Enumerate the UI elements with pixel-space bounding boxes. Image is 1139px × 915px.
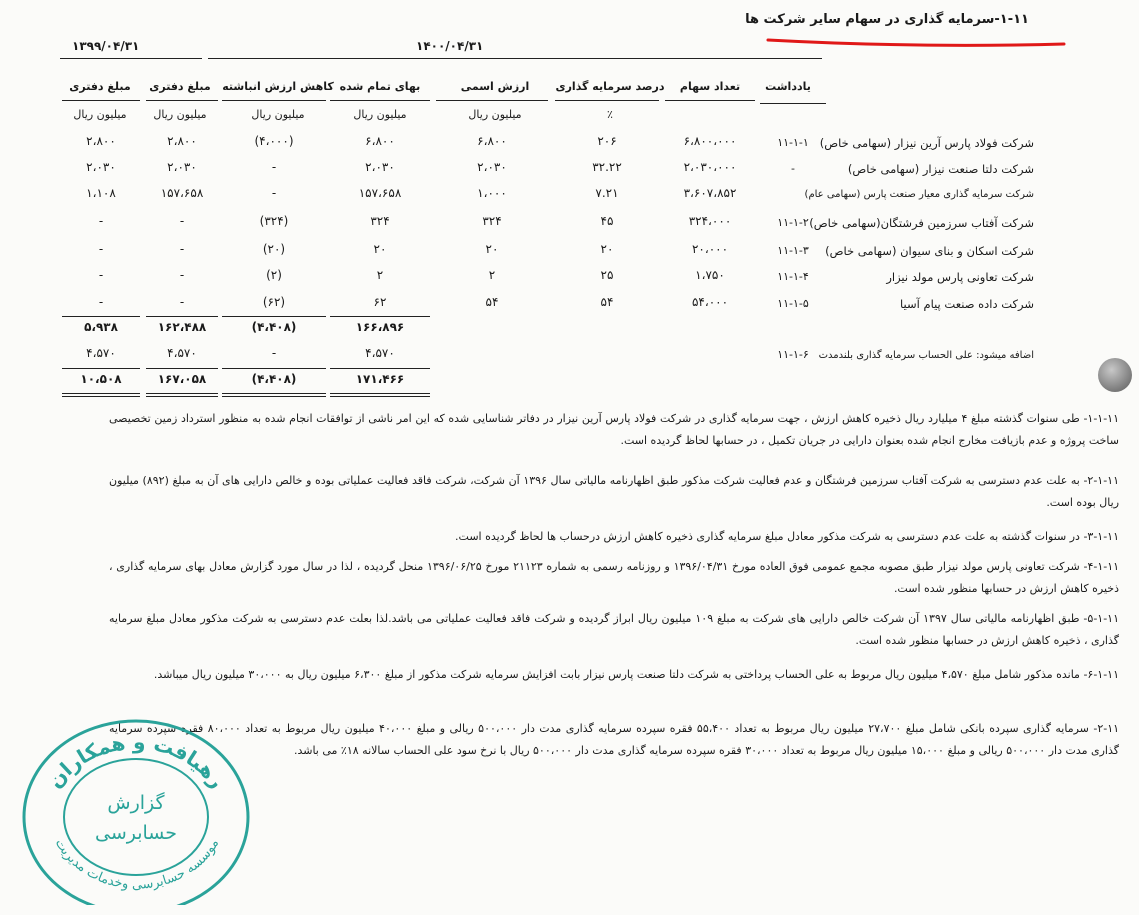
unit-nominal: میلیون ریال (468, 108, 522, 121)
double-rule (146, 396, 218, 397)
unit-book-prior: میلیون ریال (73, 108, 127, 121)
row-nominal: ۵۴ (485, 295, 499, 309)
row-impairment: (۲) (266, 268, 282, 282)
subtotal-impairment: (۴،۴۰۸) (251, 320, 297, 334)
note-paragraph: ۵-۱-۱۱- طبق اظهارنامه مالیاتی سال ۱۳۹۷ آن شرکت خالص دارایی های شرکت به مبلغ ۱۰۹ میلیون ریال ابراز گردیده و شرکت فاقد فعالیت عملیاتی می باشد.لذا بعلت عدم دسترسی به شرکت مذکور معادل مبلغ سرمایه گذاری ، ذخیره کاهش ارزش در حسابها منظور شده است. (109, 612, 1119, 647)
header-book-prior: مبلغ دفتری (69, 80, 131, 93)
audit-stamp (18, 705, 254, 905)
total-rule (146, 368, 218, 369)
rule-book-current (146, 100, 218, 101)
total-impairment: (۴،۴۰۸) (251, 372, 297, 386)
note-paragraph: ۶-۱-۱۱- مانده مذکور شامل مبلغ ۴،۵۷۰ میلیون ریال مربوط به علی الحساب پرداختی به شرکت دلتا صنعت پارس نیزار بابت افزایش سرمایه شرکت مذکور از مبلغ ۶،۳۰۰ میلیون ریال به ۳۰،۰۰۰ میلیون ریال میباشد. (153, 668, 1119, 681)
row-impairment: (۳۲۴) (259, 214, 289, 228)
row-shares: ۶،۸۰۰،۰۰۰ (683, 134, 737, 148)
row-impairment: (۲۰) (262, 242, 286, 256)
row-nominal: ۱،۰۰۰ (477, 186, 507, 200)
total-book-current: ۱۶۷،۰۵۸ (157, 372, 207, 386)
subtotal-book-current: ۱۶۲،۴۸۸ (157, 320, 207, 334)
row-book-prior: - (98, 214, 104, 228)
row-shares: ۱،۷۵۰ (695, 268, 725, 282)
double-rule (62, 396, 140, 397)
row-shares: ۳،۶۰۷،۸۵۲ (683, 186, 737, 200)
header-nominal: ارزش اسمی (460, 80, 530, 93)
date-rule-current (208, 58, 822, 59)
row-note: - (791, 162, 795, 175)
row-percent: ۳۲.۲۲ (592, 160, 622, 174)
date-current: ۱۴۰۰/۰۴/۳۱ (416, 39, 484, 53)
double-rule (330, 393, 430, 394)
row-book-prior: ۲،۸۰۰ (86, 134, 116, 148)
date-rule-prior (60, 58, 202, 59)
row-nominal: ۲ (488, 268, 496, 282)
addition-impairment: - (271, 346, 277, 360)
company-name: شرکت تعاونی پارس مولد نیزار (886, 270, 1034, 284)
note-paragraph: ۲-۱۱- سرمایه گذاری سپرده بانکی شامل مبلغ ۲۷،۷۰۰ میلیون ریال مربوط به تعداد ۵۵،۴۰۰ فقره سپرده سرمایه گذاری مدت دار ۵۰۰،۰۰۰ ریالی و مبلغ ۴۰،۰۰۰ میلیون ریال مربوط به تعداد ۸۰،۰۰۰ فقره سپرده سرمایه گذاری مدت دار ۵۰۰،۰۰۰ ریالی و مبلغ ۱۵،۰۰۰ میلیون ریال مربوط به تعداد ۳۰،۰۰۰ فقره سپرده سرمایه گذاری مدت دار ۵۰۰،۰۰۰ ریال با نرخ سود علی الحساب سالانه ۱۸٪ می باشد. (109, 722, 1120, 757)
company-name: شرکت آفتاب سرزمین فرشتگان(سهامی خاص) (809, 216, 1034, 230)
row-percent: ۲۰۶ (597, 134, 617, 148)
double-rule (62, 393, 140, 394)
row-book-prior: - (98, 242, 104, 256)
row-book-prior: ۱،۱۰۸ (86, 186, 116, 200)
row-book-prior: ۲،۰۳۰ (86, 160, 116, 174)
row-nominal: ۶،۸۰۰ (477, 134, 507, 148)
double-rule (222, 393, 326, 394)
unit-book-current: میلیون ریال (153, 108, 207, 121)
row-cost: ۲ (376, 268, 384, 282)
row-shares: ۲۰،۰۰۰ (691, 242, 729, 256)
row-book-current: ۲،۸۰۰ (167, 134, 197, 148)
stamp-center-1: گزارش (107, 792, 165, 814)
row-cost: ۶،۸۰۰ (365, 134, 395, 148)
row-book-current: - (179, 295, 185, 309)
note-paragraph: ۴-۱-۱۱- شرکت تعاونی پارس مولد نیزار طبق مصوبه مجمع عمومی فوق العاده مورخ ۱۳۹۶/۰۴/۳۱ و روزنامه رسمی به شماره ۲۱۱۲۳ مورخ ۱۳۹۶/۰۶/۲۵ منحل گردیده ، لذا در سال مورد گزارش معادل بهای سرمایه گذاری ، ذخیره کاهش ارزش در حسابها منظور شده است. (109, 560, 1120, 595)
rule-nominal (436, 100, 548, 101)
company-name: شرکت فولاد پارس آرین نیزار (سهامی خاص) (819, 136, 1034, 150)
row-shares: ۲،۰۳۰،۰۰۰ (683, 160, 737, 174)
double-rule (330, 396, 430, 397)
row-percent: ۲۵ (600, 268, 614, 282)
binder-hole (1098, 358, 1132, 392)
row-cost: ۱۵۷،۶۵۸ (358, 186, 402, 200)
header-percent: درصد سرمایه گذاری (555, 80, 665, 93)
stamp-bottom-text: موسسه حسابرسی وخدمات مدیریت (51, 836, 223, 893)
addition-note: ۱۱-۱-۶ (777, 348, 809, 361)
subtotal-rule (146, 316, 218, 317)
row-book-prior: - (98, 268, 104, 282)
row-note: ۱۱-۱-۲ (777, 216, 809, 229)
addition-label: اضافه میشود: علی الحساب سرمایه گذاری بلندمدت (818, 350, 1034, 361)
title-underline (766, 36, 1066, 46)
company-name: شرکت اسکان و بنای سیوان (سهامی خاص) (825, 244, 1034, 258)
header-shares: تعداد سهام (679, 80, 741, 93)
subtotal-book-prior: ۵،۹۳۸ (84, 320, 118, 334)
company-name: شرکت دلتا صنعت نیزار (سهامی خاص) (847, 162, 1034, 176)
date-prior: ۱۳۹۹/۰۴/۳۱ (72, 39, 140, 53)
svg-text:موسسه حسابرسی وخدمات مدیریت (52, 836, 223, 892)
rule-book-prior (62, 100, 140, 101)
row-cost: ۲۰ (373, 242, 387, 256)
row-cost: ۶۲ (373, 295, 387, 309)
double-rule (146, 393, 218, 394)
rule-shares (665, 100, 755, 101)
note-paragraph: ۱-۱-۱۱- طی سنوات گذشته مبلغ ۴ میلیارد ریال ذخیره کاهش ارزش ، جهت سرمایه گذاری در شرکت فولاد پارس آرین نیزار در دفاتر شناسایی شده که این امر ناشی از توافقات انجام شده به منظور استرداد زمین تخصیصی ساخت پروژه و عدم بازیافت مخارج انجام شده بعنوان دارایی در جریان تکمیل ، در حسابها لحاظ گردیده است. (109, 412, 1119, 447)
row-cost: ۲،۰۳۰ (365, 160, 395, 174)
row-note: ۱۱-۱-۴ (777, 270, 809, 283)
row-book-current: - (179, 214, 185, 228)
total-rule (62, 368, 140, 369)
row-impairment: - (271, 160, 277, 174)
header-impairment: کاهش ارزش انباشته (222, 80, 334, 93)
stamp-top-text: رهیافت و همکاران (42, 729, 230, 793)
double-rule (222, 396, 326, 397)
row-shares: ۳۲۴،۰۰۰ (688, 214, 732, 228)
row-note: ۱۱-۱-۱ (777, 136, 809, 149)
note-paragraph: ۲-۱-۱۱- به علت عدم دسترسی به شرکت آفتاب سرزمین فرشتگان و عدم فعالیت شرکت مذکور طبق اظهارنامه مالیاتی سال ۱۳۹۶ آن شرکت، شرکت فاقد فعالیت عملیاتی بوده و خالص دارایی های آن به مبلغ (۸۹۲) میلیون ریال بوده است. (109, 474, 1119, 509)
row-nominal: ۲،۰۳۰ (477, 160, 507, 174)
total-cost: ۱۷۱،۴۶۶ (355, 372, 405, 386)
subtotal-rule (330, 316, 430, 317)
company-name: شرکت سرمایه گذاری معیار صنعت پارس (سهامی عام) (804, 189, 1034, 200)
subtotal-rule (222, 316, 326, 317)
note-paragraph: ۳-۱-۱۱- در سنوات گذشته به علت عدم دسترسی به شرکت مذکور معادل مبلغ سرمایه گذاری ذخیره کاهش ارزش درحساب ها لحاظ گردیده است. (455, 530, 1119, 543)
unit-impairment: میلیون ریال (251, 108, 305, 121)
row-book-prior: - (98, 295, 104, 309)
total-rule (222, 368, 326, 369)
total-book-prior: ۱۰،۵۰۸ (80, 372, 122, 386)
rule-cost (330, 100, 430, 101)
row-percent: ۷.۲۱ (595, 186, 619, 200)
row-shares: ۵۴،۰۰۰ (691, 295, 729, 309)
rule-percent (555, 100, 659, 101)
row-book-current: - (179, 242, 185, 256)
row-cost: ۳۲۴ (370, 214, 390, 228)
addition-book-prior: ۴،۵۷۰ (86, 346, 116, 360)
unit-percent: ٪ (607, 108, 613, 121)
row-impairment: (۶۲) (262, 295, 286, 309)
unit-cost: میلیون ریال (353, 108, 407, 121)
row-percent: ۵۴ (600, 295, 614, 309)
row-note: ۱۱-۱-۳ (777, 244, 809, 257)
row-percent: ۲۰ (600, 242, 614, 256)
total-rule (330, 368, 430, 369)
rule-impairment (222, 100, 326, 101)
row-impairment: (۴،۰۰۰) (254, 134, 294, 148)
addition-book-current: ۴،۵۷۰ (167, 346, 197, 360)
row-impairment: - (271, 186, 277, 200)
row-percent: ۴۵ (600, 214, 614, 228)
row-book-current: ۱۵۷،۶۵۸ (160, 186, 204, 200)
subtotal-cost: ۱۶۶،۸۹۶ (355, 320, 405, 334)
header-cost: بهای تمام شده (339, 80, 421, 93)
section-title: ۱-۱۱-سرمایه گذاری در سهام سایر شرکت ها (745, 12, 1029, 27)
row-book-current: - (179, 268, 185, 282)
addition-cost: ۴،۵۷۰ (365, 346, 395, 360)
stamp-center-2: حسابرسی (94, 822, 178, 844)
row-nominal: ۲۰ (485, 242, 499, 256)
rule-note (760, 103, 826, 104)
company-name: شرکت داده صنعت پیام آسیا (899, 297, 1034, 311)
row-note: ۱۱-۱-۵ (777, 297, 809, 310)
header-note: یادداشت (765, 80, 811, 93)
row-nominal: ۳۲۴ (482, 214, 502, 228)
row-book-current: ۲،۰۳۰ (167, 160, 197, 174)
subtotal-rule (62, 316, 140, 317)
header-book-current: مبلغ دفتری (149, 80, 211, 93)
